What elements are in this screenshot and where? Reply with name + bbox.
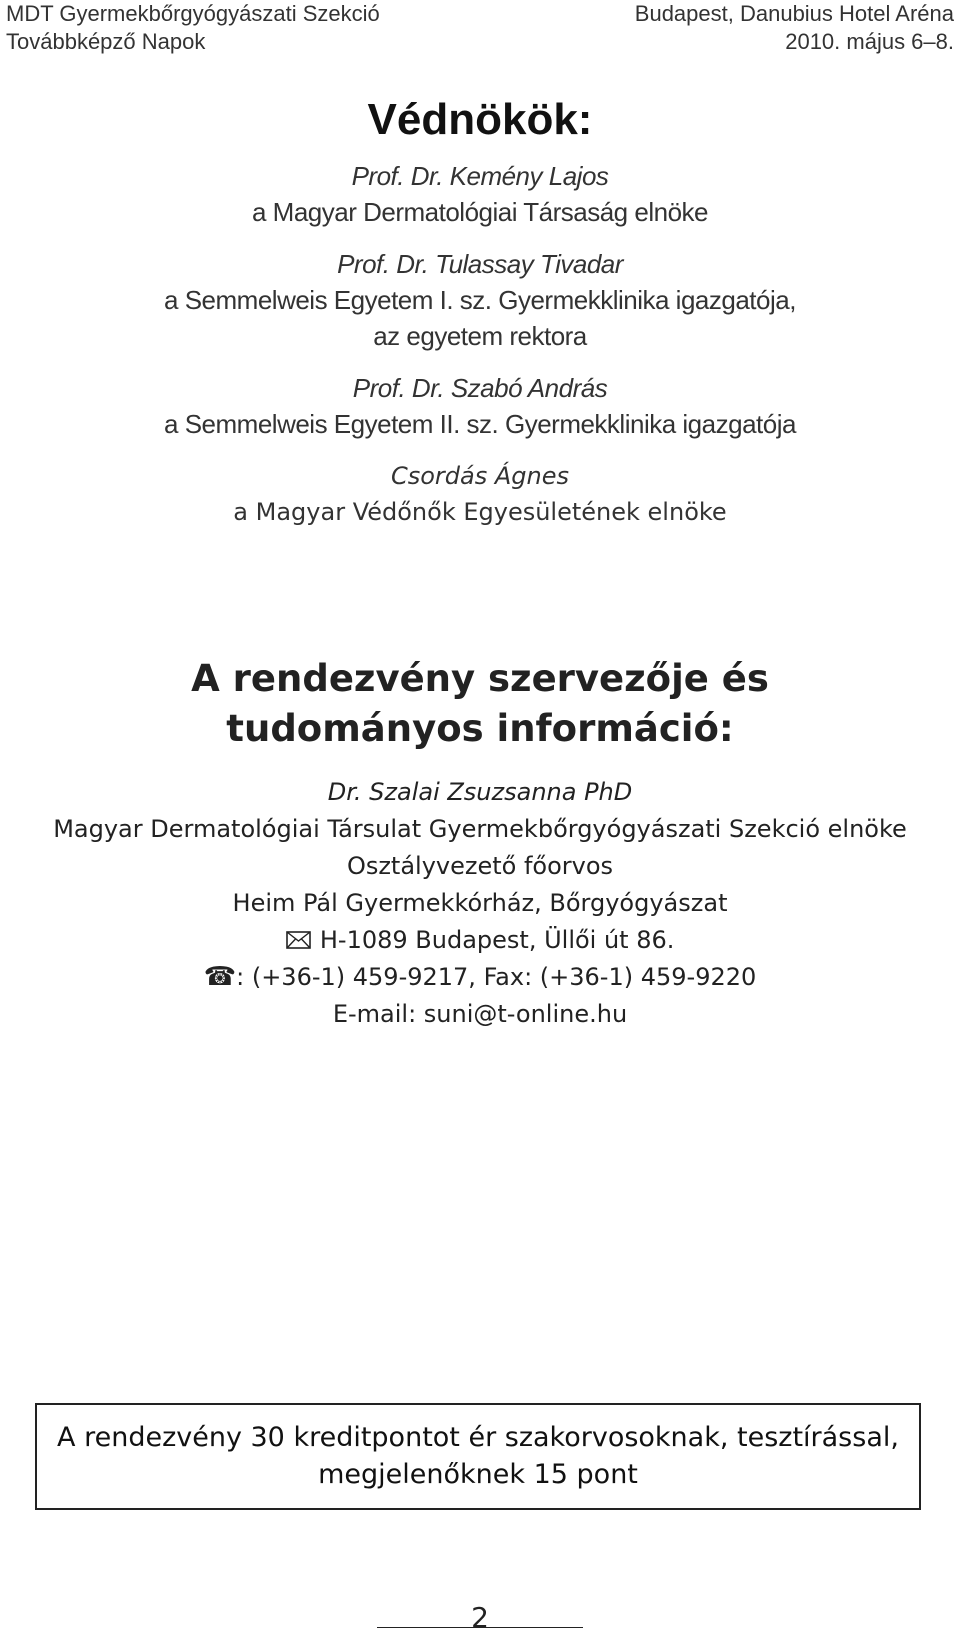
organizer-phone-row bbox=[0, 959, 960, 996]
organizer-title-role: Osztályvezető főorvos bbox=[346, 852, 614, 880]
organizer-title-line: tudományos információ: bbox=[226, 707, 734, 750]
patron-name: Prof. Dr. Kemény Lajos bbox=[351, 161, 609, 191]
organizer-address-row bbox=[0, 922, 960, 959]
organizer-name: Dr. Szalai Zsuzsanna PhD bbox=[327, 778, 633, 806]
envelope-icon bbox=[286, 925, 320, 955]
running-header-left bbox=[6, 0, 380, 56]
patron-item bbox=[0, 246, 960, 354]
patron-role: a Semmelweis Egyetem I. sz. Gyermekklinika igazgatója, bbox=[164, 285, 796, 315]
patron-role: a Semmelweis Egyetem II. sz. Gyermekklinika igazgatója bbox=[164, 409, 796, 439]
organizer-title-line: A rendezvény szervezője és bbox=[191, 657, 769, 700]
organizer-title bbox=[0, 654, 960, 754]
running-header-right bbox=[635, 0, 954, 56]
header-event-name: Továbbképző Napok bbox=[6, 29, 206, 54]
patron-role: a Magyar Dermatológiai Társaság elnöke bbox=[252, 197, 708, 227]
page-number: 2 bbox=[471, 1601, 489, 1634]
patron-role: az egyetem rektora bbox=[373, 321, 587, 351]
organizer-institution: Heim Pál Gyermekkórház, Bőrgyógyászat bbox=[232, 889, 728, 917]
credits-line: A rendezvény 30 kreditpontot ér szakorvosoknak, tesztírással, bbox=[57, 1422, 899, 1453]
patron-name: Prof. Dr. Tulassay Tivadar bbox=[337, 249, 623, 279]
patron-item bbox=[0, 370, 960, 442]
organizer-email: E-mail: suni@t-online.hu bbox=[332, 1000, 628, 1028]
patrons-list bbox=[0, 158, 960, 546]
organizer-contact bbox=[0, 774, 960, 1033]
credits-line: megjelenőknek 15 pont bbox=[318, 1459, 638, 1490]
organizer-address: H-1089 Budapest, Üllői út 86. bbox=[319, 926, 675, 954]
patron-name: Csordás Ágnes bbox=[390, 462, 570, 490]
header-dates: 2010. május 6–8. bbox=[785, 29, 954, 54]
header-section-name: MDT Gyermekbőrgyógyászati Szekció bbox=[6, 1, 380, 26]
organizer-phone: : (+36-1) 459-9217, Fax: (+36-1) 459-9220 bbox=[236, 963, 757, 991]
telephone-icon: ☎ bbox=[203, 962, 237, 992]
patron-item bbox=[0, 158, 960, 230]
organizer-position: Magyar Dermatológiai Társulat Gyermekbőrgyógyászati Szekció elnöke bbox=[53, 815, 907, 843]
credits-box bbox=[35, 1403, 921, 1510]
patron-role: a Magyar Védőnők Egyesületének elnöke bbox=[233, 498, 727, 526]
patrons-title: Védnökök: bbox=[367, 95, 593, 144]
patron-name: Prof. Dr. Szabó András bbox=[352, 373, 608, 403]
patron-item bbox=[0, 458, 960, 530]
header-venue: Budapest, Danubius Hotel Aréna bbox=[634, 1, 954, 26]
